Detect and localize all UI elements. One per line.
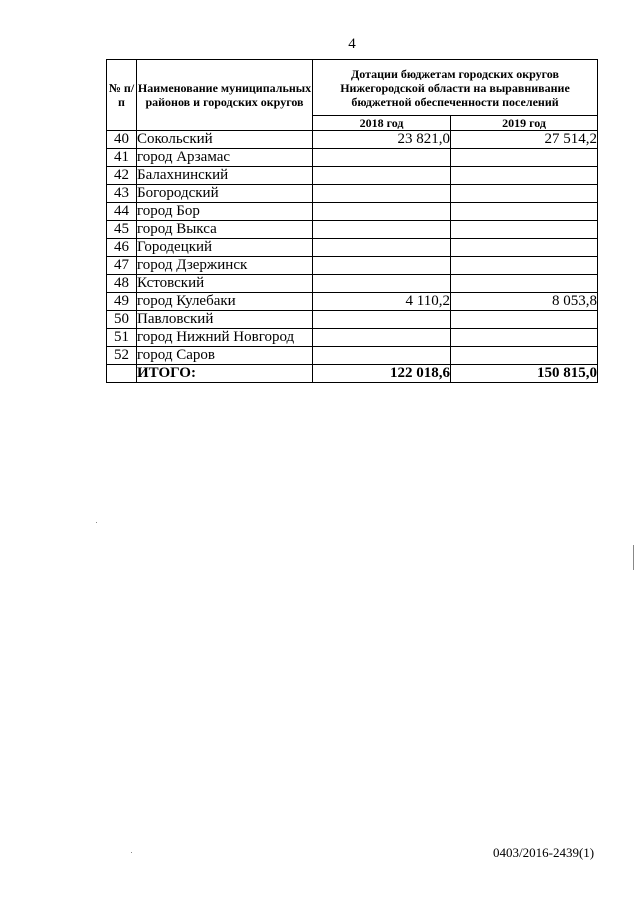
row-value-2018: 4 110,2 bbox=[313, 293, 451, 311]
row-number: 50 bbox=[107, 311, 137, 329]
row-name: Сокольский bbox=[137, 131, 313, 149]
row-value-2019 bbox=[451, 149, 598, 167]
row-value-2018 bbox=[313, 185, 451, 203]
header-number: № п/п bbox=[107, 60, 137, 131]
table-row bbox=[107, 239, 598, 257]
row-number: 45 bbox=[107, 221, 137, 239]
row-value-2018 bbox=[313, 347, 451, 365]
row-value-2019: 8 053,8 bbox=[451, 293, 598, 311]
row-name: город Нижний Новгород bbox=[137, 329, 313, 347]
row-value-2018 bbox=[313, 329, 451, 347]
total-value-2018: 122 018,6 bbox=[313, 365, 451, 383]
row-value-2018 bbox=[313, 149, 451, 167]
page-number: 4 bbox=[348, 36, 356, 52]
row-value-2018 bbox=[313, 167, 451, 185]
row-name: город Выкса bbox=[137, 221, 313, 239]
row-value-2018 bbox=[313, 203, 451, 221]
row-name: город Саров bbox=[137, 347, 313, 365]
row-value-2018 bbox=[313, 221, 451, 239]
row-value-2019 bbox=[451, 257, 598, 275]
row-value-2019 bbox=[451, 275, 598, 293]
row-number: 41 bbox=[107, 149, 137, 167]
row-name: Богородский bbox=[137, 185, 313, 203]
row-name: город Арзамас bbox=[137, 149, 313, 167]
row-number: 52 bbox=[107, 347, 137, 365]
table-row bbox=[107, 347, 598, 365]
total-number-cell bbox=[107, 365, 137, 383]
row-value-2019: 27 514,2 bbox=[451, 131, 598, 149]
row-value-2018 bbox=[313, 311, 451, 329]
scan-speck bbox=[96, 522, 97, 523]
scan-speck bbox=[633, 545, 634, 570]
table-row bbox=[107, 131, 598, 149]
row-number: 44 bbox=[107, 203, 137, 221]
table-row bbox=[107, 167, 598, 185]
row-number: 42 bbox=[107, 167, 137, 185]
row-number: 49 bbox=[107, 293, 137, 311]
row-name: Балахнинский bbox=[137, 167, 313, 185]
row-value-2018: 23 821,0 bbox=[313, 131, 451, 149]
row-value-2019 bbox=[451, 185, 598, 203]
header-row bbox=[107, 60, 598, 116]
header-subsidies: Дотации бюджетам городских округов Нижегородской области на выравнивание бюджетной обеспеченности поселений bbox=[313, 60, 598, 116]
row-value-2019 bbox=[451, 203, 598, 221]
row-number: 48 bbox=[107, 275, 137, 293]
row-value-2018 bbox=[313, 275, 451, 293]
row-name: город Кулебаки bbox=[137, 293, 313, 311]
document-code: 0403/2016-2439(1) bbox=[493, 845, 595, 860]
row-value-2019 bbox=[451, 329, 598, 347]
row-name: город Бор bbox=[137, 203, 313, 221]
row-name: Павловский bbox=[137, 311, 313, 329]
header-year-2019: 2019 год bbox=[451, 116, 598, 131]
header-year-2018: 2018 год bbox=[313, 116, 451, 131]
total-row bbox=[107, 365, 598, 383]
table-row bbox=[107, 221, 598, 239]
table-row bbox=[107, 329, 598, 347]
table-row bbox=[107, 149, 598, 167]
scan-speck bbox=[131, 852, 132, 853]
row-number: 47 bbox=[107, 257, 137, 275]
table-body bbox=[107, 131, 598, 383]
row-value-2019 bbox=[451, 347, 598, 365]
row-value-2018 bbox=[313, 239, 451, 257]
row-number: 40 bbox=[107, 131, 137, 149]
header-municipality: Наименование муниципальных районов и городских округов bbox=[137, 60, 313, 131]
budget-table bbox=[106, 59, 598, 383]
row-value-2019 bbox=[451, 239, 598, 257]
table-row bbox=[107, 257, 598, 275]
table-row bbox=[107, 203, 598, 221]
row-value-2019 bbox=[451, 167, 598, 185]
row-number: 46 bbox=[107, 239, 137, 257]
row-number: 43 bbox=[107, 185, 137, 203]
row-name: Кстовский bbox=[137, 275, 313, 293]
row-value-2018 bbox=[313, 257, 451, 275]
row-number: 51 bbox=[107, 329, 137, 347]
row-value-2019 bbox=[451, 311, 598, 329]
table-row bbox=[107, 185, 598, 203]
total-value-2019: 150 815,0 bbox=[451, 365, 598, 383]
row-name: Городецкий bbox=[137, 239, 313, 257]
table-row bbox=[107, 293, 598, 311]
row-name: город Дзержинск bbox=[137, 257, 313, 275]
row-value-2019 bbox=[451, 221, 598, 239]
table-row bbox=[107, 275, 598, 293]
total-label: ИТОГО: bbox=[137, 365, 313, 383]
table-row bbox=[107, 311, 598, 329]
